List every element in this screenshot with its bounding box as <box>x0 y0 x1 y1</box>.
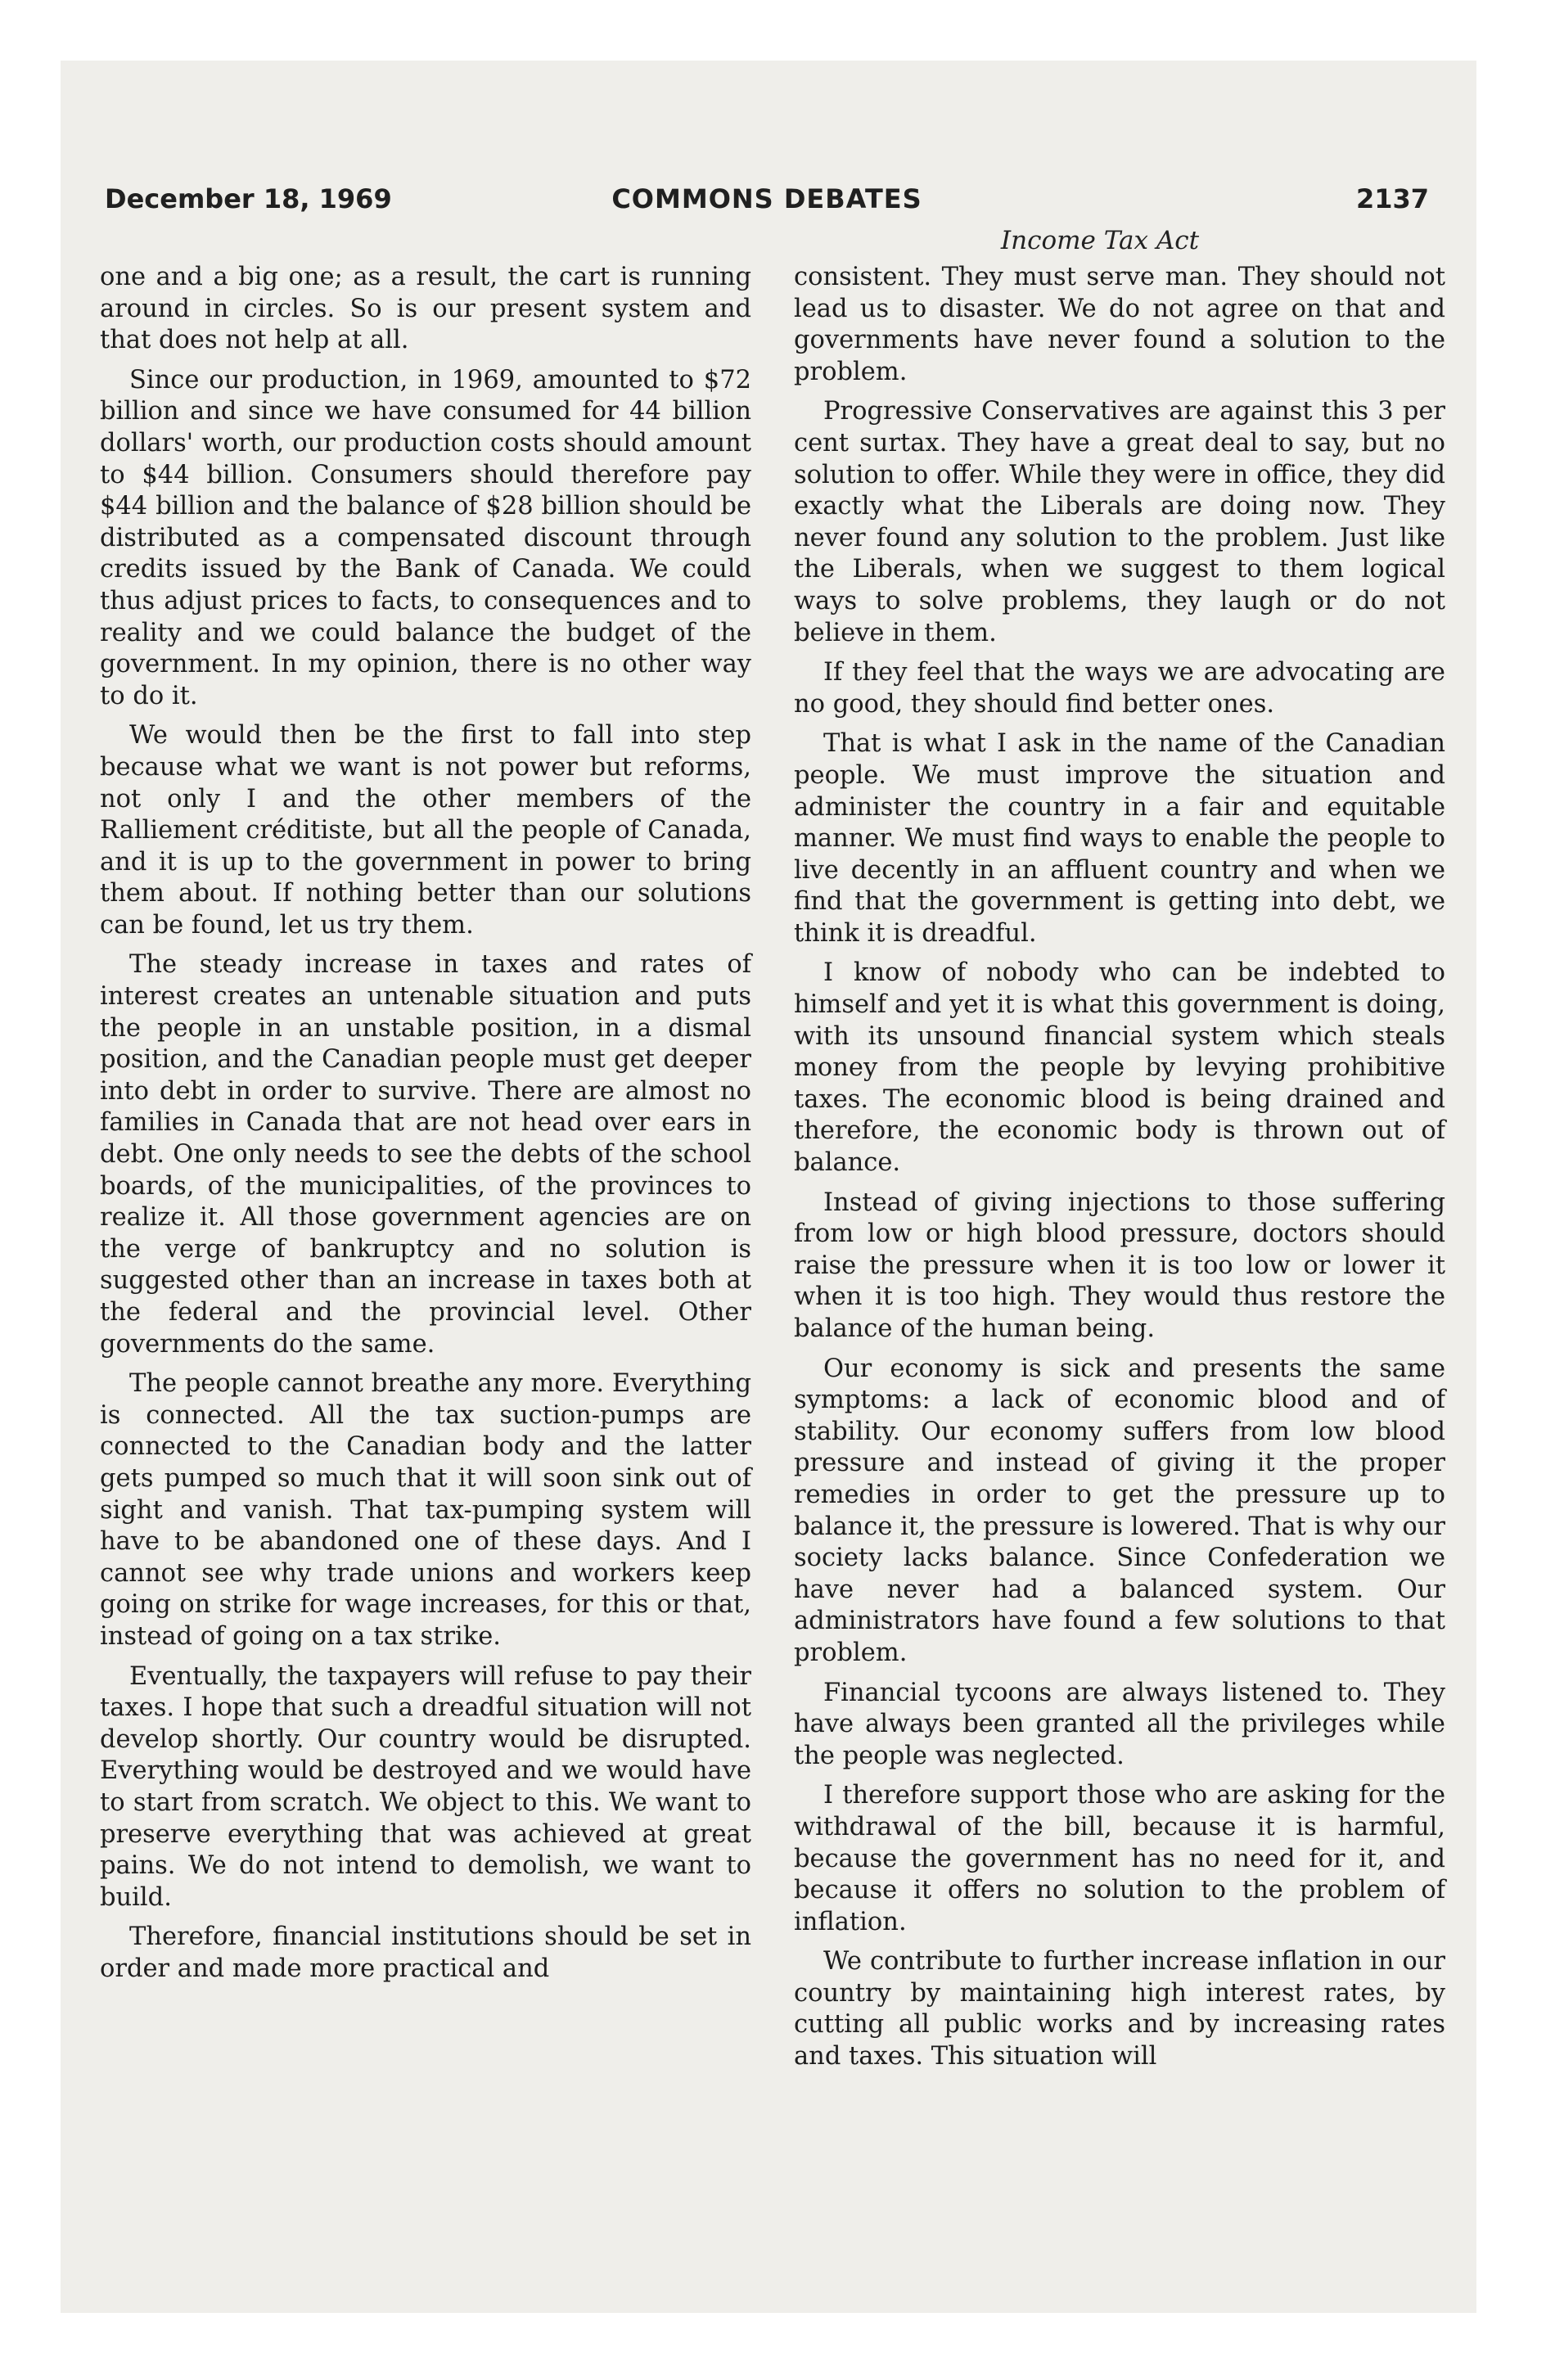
paragraph: consistent. They must serve man. They should not lead us to disaster. We do not agree on that and governments have never found a solution to the problem. <box>794 263 1445 386</box>
document-page <box>61 61 1476 2313</box>
header-date: December 18, 1969 <box>105 183 392 214</box>
paragraph: one and a big one; as a result, the cart is running around in circles. So is our present system and that does not help at all. <box>100 263 751 355</box>
paragraph: Financial tycoons are always listened to. They have always been granted all the privileges while the people was neglected. <box>794 1678 1445 1770</box>
paragraph: The people cannot breathe any more. Everything is connected. All the tax suction-pumps are connected to the Canadian body and the latter gets pumped so much that it will soon sink out of sight and vanish. That tax-pumping system will have to be abandoned one of these days. And I cannot see why trade unions and workers keep going on strike for wage increases, for this or that, instead of going on a tax strike. <box>100 1369 751 1651</box>
left-column <box>100 262 751 1993</box>
paragraph: I know of nobody who can be indebted to himself and yet it is what this government is doing, with its unsound financial system which steals money from the people by levying prohibitive taxes. The economic blood is being drained and therefore, the economic body is thrown out of balance. <box>794 958 1445 1178</box>
paragraph: We contribute to further increase inflation in our country by maintaining high interest rates, by cutting all public works and by increasing rates and taxes. This situation will <box>794 1947 1445 2071</box>
paragraph: I therefore support those who are asking for the withdrawal of the bill, because it is harmful, because the government has no need for it, and because it offers no solution to the problem of inflation. <box>794 1781 1445 1936</box>
header-title: COMMONS DEBATES <box>611 183 922 214</box>
paragraph: Our economy is sick and presents the same symptoms: a lack of economic blood and of stability. Our economy suffers from low blood pressure and instead of giving it the proper remedies in order to get the pressure up to balance it, the pressure is lowered. That is why our society lacks balance. Since Confederation we have never had a balanced system. Our administrators have found a few solutions to that problem. <box>794 1354 1445 1667</box>
subject-heading: Income Tax Act <box>1000 226 1200 255</box>
paragraph: Therefore, financial institutions should be set in order and made more practical and <box>100 1922 751 1983</box>
paragraph: Progressive Conservatives are against this 3 per cent surtax. They have a great deal to say, but no solution to offer. While they were in office, they did exactly what the Liberals are doing now. They never found any solution to the problem. Just like the Liberals, when we suggest to them logical ways to solve problems, they laugh or do not believe in them. <box>794 397 1445 647</box>
page-number: 2137 <box>1355 183 1429 214</box>
paragraph: If they feel that the ways we are advocating are no good, they should find better ones. <box>794 658 1445 719</box>
paragraph: Eventually, the taxpayers will refuse to pay their taxes. I hope that such a dreadful situation will not develop shortly. Our country would be disrupted. Everything would be destroyed and we would have to start from scratch. We object to this. We want to preserve everything that was achieved at great pains. We do not intend to demolish, we want to build. <box>100 1661 751 1912</box>
paragraph: Since our production, in 1969, amounted to $72 billion and since we have consumed for 44 billion dollars' worth, our production costs should amount to $44 billion. Consumers should therefore pay $44 billion and the balance of $28 billion should be distributed as a compensated discount through credits issued by the Bank of Canada. We could thus adjust prices to facts, to consequences and to reality and we could balance the budget of the government. In my opinion, there is no other way to do it. <box>100 365 751 710</box>
right-column <box>794 262 1445 2081</box>
paragraph: That is what I ask in the name of the Canadian people. We must improve the situation and administer the country in a fair and equitable manner. We must find ways to enable the people to live decently in an affluent country and when we find that the government is getting into debt, we think it is dreadful. <box>794 729 1445 948</box>
paragraph: The steady increase in taxes and rates of interest creates an untenable situation and puts the people in an unstable position, in a dismal position, and the Canadian people must get deeper into debt in order to survive. There are almost no families in Canada that are not head over ears in debt. One only needs to see the debts of the school boards, of the municipalities, of the provinces to realize it. All those government agencies are on the verge of bankruptcy and no solution is suggested other than an increase in taxes both at the federal and the provincial level. Other governments do the same. <box>100 950 751 1359</box>
running-head <box>105 183 1429 232</box>
paragraph: Instead of giving injections to those suffering from low or high blood pressure, doctors should raise the pressure when it is too low or lower it when it is too high. They would thus restore the balance of the human being. <box>794 1188 1445 1343</box>
paragraph: We would then be the first to fall into step because what we want is not power but reforms, not only I and the other members of the Ralliement créditiste, but all the people of Canada, and it is up to the government in power to bring them about. If nothing better than our solutions can be found, let us try them. <box>100 721 751 940</box>
